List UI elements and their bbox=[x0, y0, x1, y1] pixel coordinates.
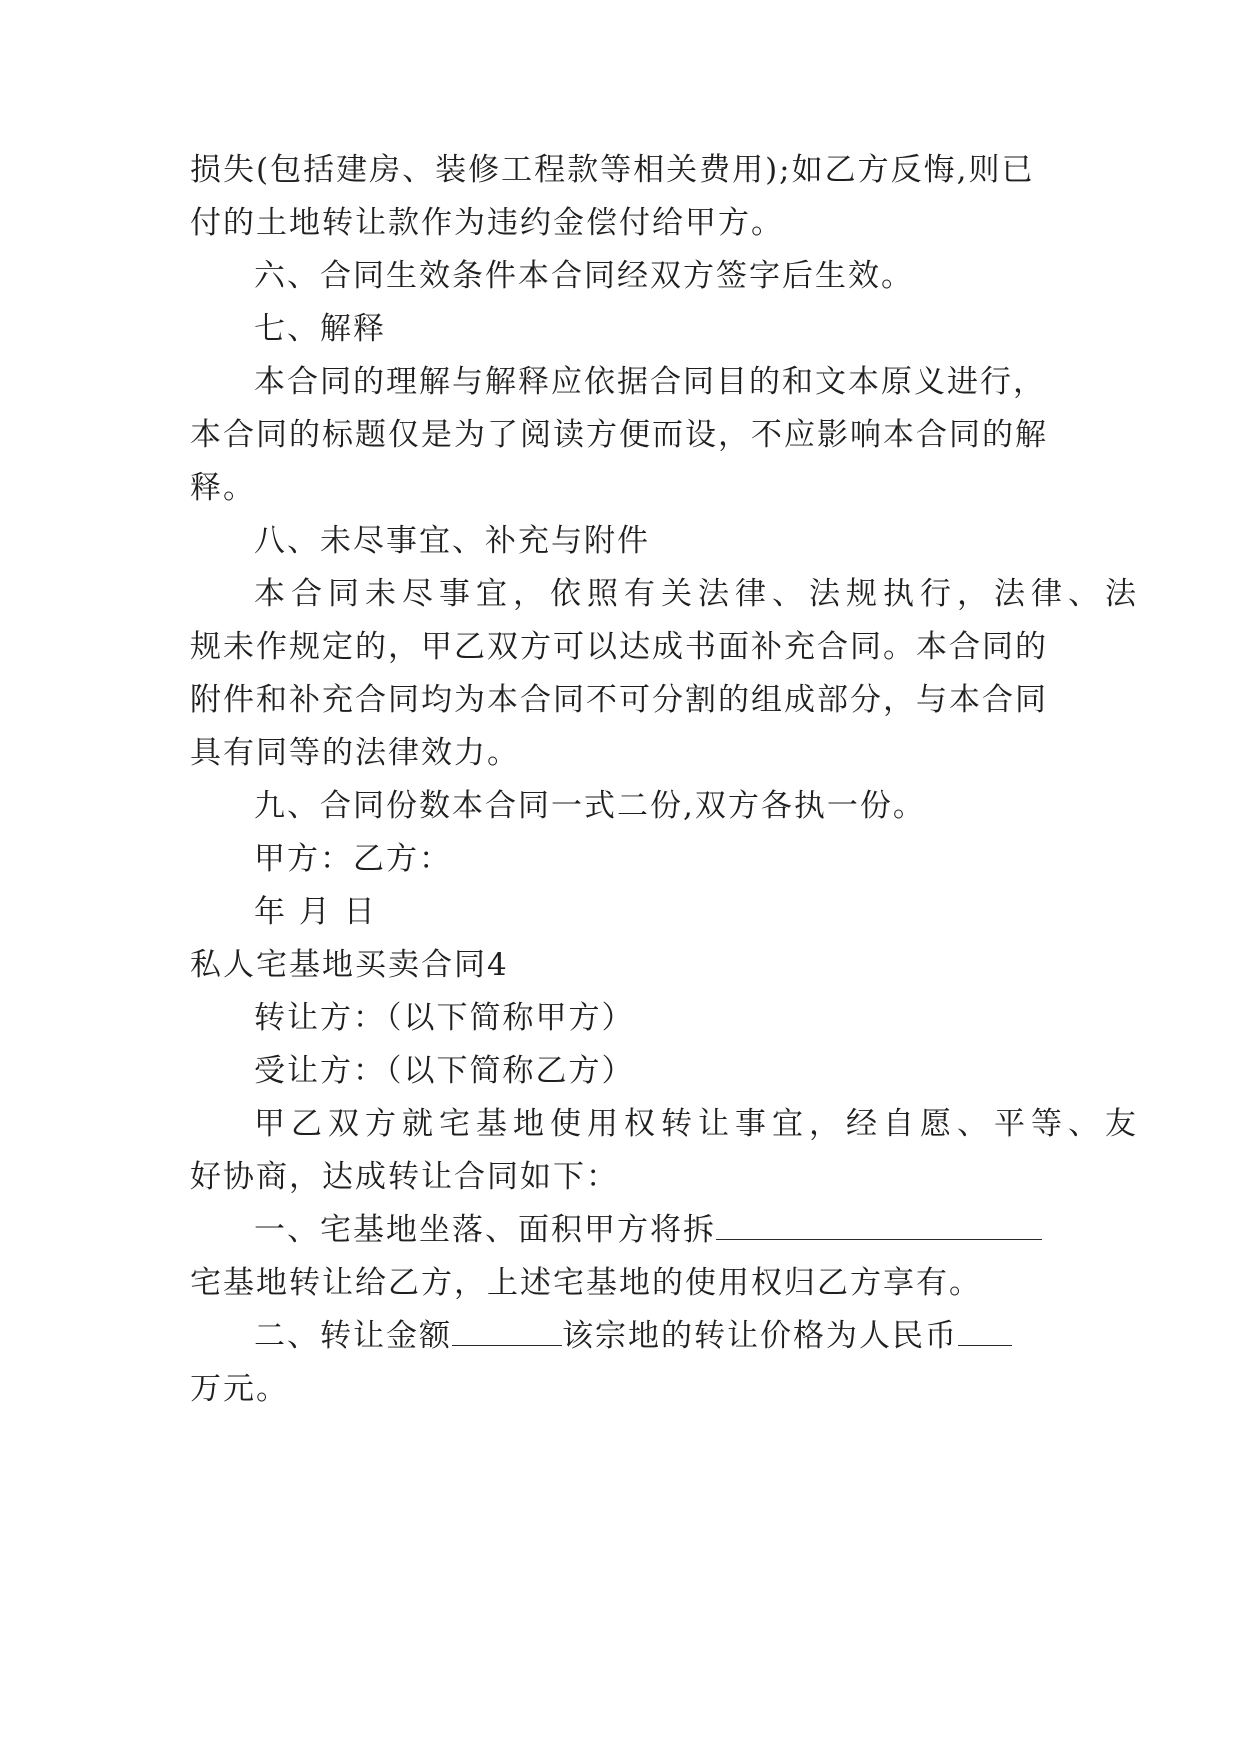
paragraph-line: 损失(包括建房、装修工程款等相关费用);如乙方反悔,则已 bbox=[190, 152, 1035, 188]
paragraph-line: 好协商，达成转让合同如下： bbox=[190, 1159, 619, 1195]
amount-blank bbox=[452, 1319, 562, 1346]
paragraph-line: 宅基地转让给乙方，上述宅基地的使用权归乙方享有。 bbox=[190, 1265, 982, 1301]
paragraph-line: 万元。 bbox=[190, 1371, 289, 1407]
paragraph-line: 附件和补充合同均为本合同不可分割的组成部分，与本合同 bbox=[190, 682, 1048, 718]
paragraph-line: 甲乙双方就宅基地使用权转让事宜，经自愿、平等、友 bbox=[254, 1106, 1142, 1142]
paragraph-line: 具有同等的法律效力。 bbox=[190, 735, 520, 771]
paragraph-line: 规未作规定的，甲乙双方可以达成书面补充合同。本合同的 bbox=[190, 629, 1048, 665]
signature-date: 年 月 日 bbox=[254, 894, 377, 930]
transferor-line: 转让方：（以下简称甲方） bbox=[254, 1000, 635, 1036]
clause-one-line bbox=[254, 1210, 1114, 1250]
clause-six: 六、合同生效条件本合同经双方签字后生效。 bbox=[254, 258, 914, 294]
signature-parties: 甲方：乙方： bbox=[254, 841, 452, 877]
clause-one-text: 一、宅基地坐落、面积甲方将拆 bbox=[254, 1212, 716, 1248]
price-blank bbox=[958, 1319, 1012, 1346]
contract-title: 私人宅基地买卖合同4 bbox=[190, 947, 509, 983]
paragraph-line: 释。 bbox=[190, 470, 256, 506]
paragraph-line: 本合同未尽事宜，依照有关法律、法规执行，法律、法 bbox=[254, 576, 1142, 612]
heading-eight: 八、未尽事宜、补充与附件 bbox=[254, 523, 650, 559]
paragraph-line: 本合同的标题仅是为了阅读方便而设，不应影响本合同的解 bbox=[190, 417, 1048, 453]
clause-nine: 九、合同份数本合同一式二份,双方各执一份。 bbox=[254, 788, 926, 824]
clause-two-text: 该宗地的转让价格为人民币 bbox=[562, 1318, 958, 1354]
clause-two-label: 二、转让金额 bbox=[254, 1318, 452, 1354]
paragraph-line: 付的土地转让款作为违约金偿付给甲方。 bbox=[190, 205, 784, 241]
transferee-line: 受让方：（以下简称乙方） bbox=[254, 1053, 635, 1089]
clause-two-line bbox=[254, 1316, 1114, 1356]
paragraph-line: 本合同的理解与解释应依据合同目的和文本原义进行， bbox=[254, 364, 1046, 400]
location-blank bbox=[716, 1213, 1042, 1240]
heading-seven: 七、解释 bbox=[254, 311, 386, 347]
